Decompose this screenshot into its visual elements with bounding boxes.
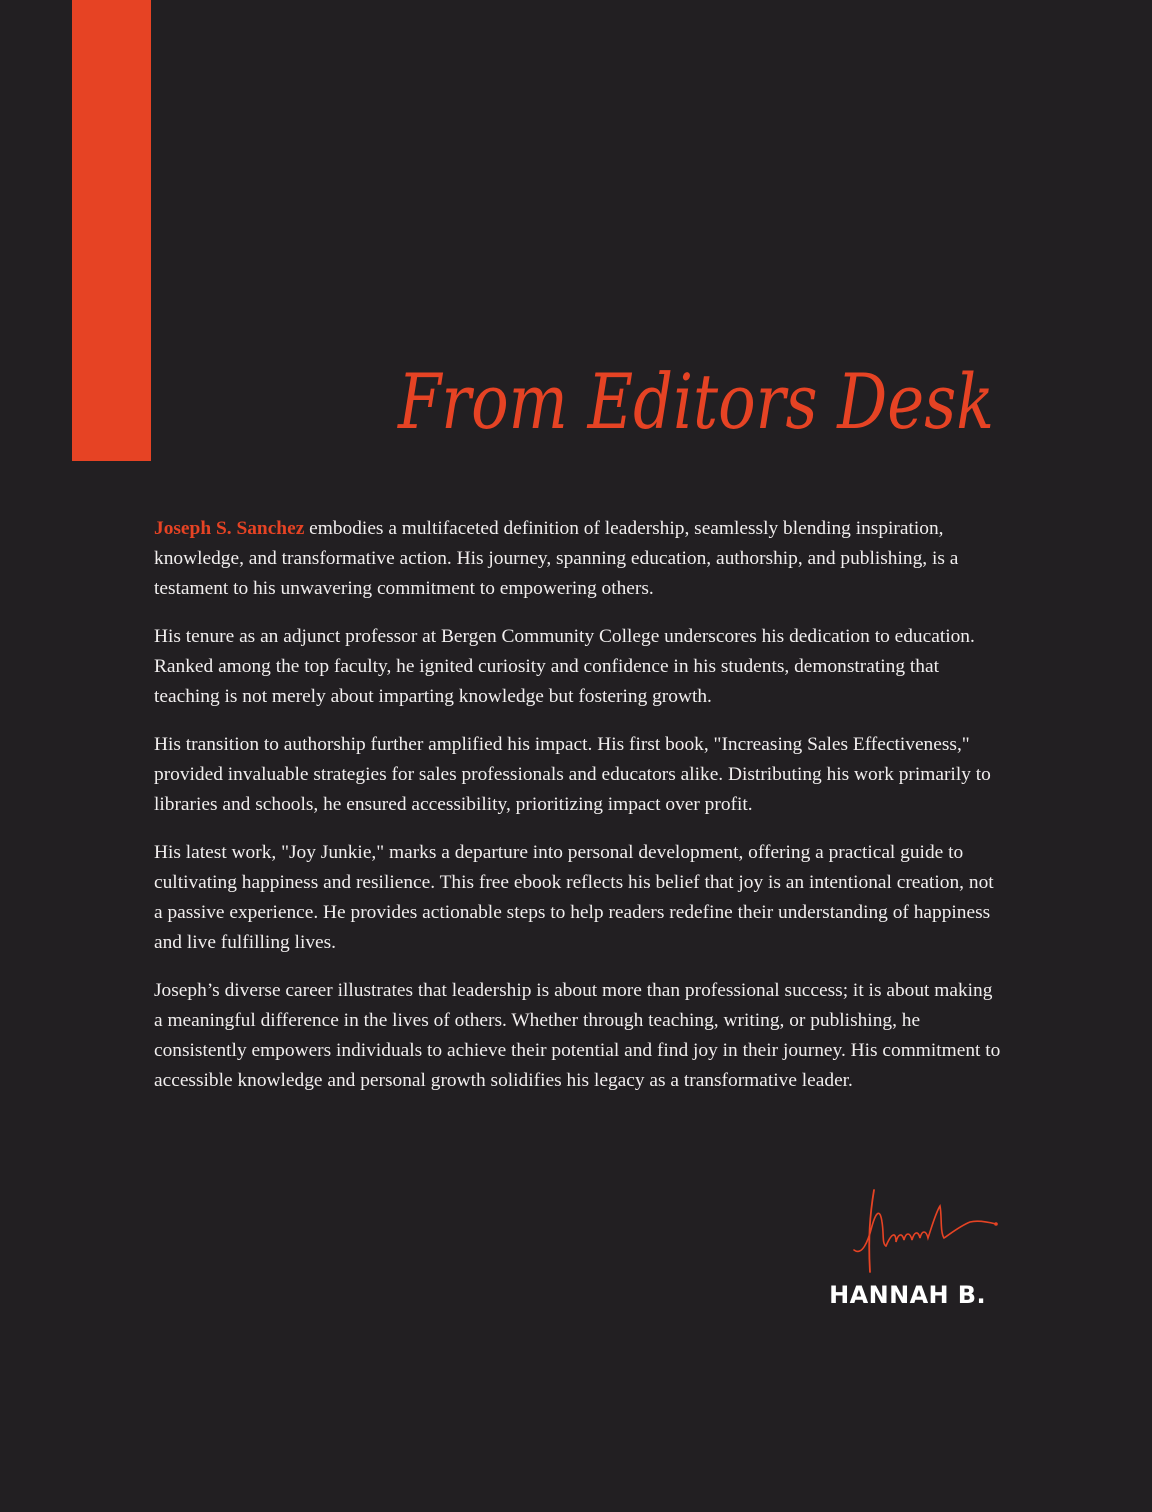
lead-paragraph <box>154 514 1004 604</box>
page-title-text: From Editors Desk <box>396 357 994 446</box>
accent-bar <box>72 0 151 461</box>
lead-paragraph-text: embodies a multifaceted definition of leadership, seamlessly blending inspiration, knowledge, and transformative action. His journey, spanning education, authorship, and publishing, is a testament to his unwavering commitment to empowering others. <box>154 518 959 599</box>
lead-name: Joseph S. Sanchez <box>154 518 305 539</box>
page-title <box>392 346 1004 464</box>
article-paragraph: His tenure as an adjunct professor at Bergen Community College underscores his dedication to education. Ranked among the top faculty, he ignited curiosity and confidence in his students, demonstrating that teaching is not merely about imparting knowledge but fostering growth. <box>154 626 975 707</box>
article-paragraph: Joseph’s diverse career illustrates that leadership is about more than professional success; it is about making a meaningful difference in the lives of others. Whether through teaching, writing, or publishing, he consistently empowers individuals to achieve their potential and find joy in their journey. His commitment to accessible knowledge and personal growth solidifies his legacy as a transformative leader. <box>154 980 1001 1091</box>
article-paragraph: His latest work, "Joy Junkie," marks a departure into personal development, offering a practical guide to cultivating happiness and resilience. This free ebook reflects his belief that joy is an intentional creation, not a passive experience. He provides actionable steps to help readers redefine their understanding of happiness and live fulfilling lives. <box>154 842 994 953</box>
article-paragraph: His transition to authorship further amplified his impact. His first book, "Increasing Sales Effectiveness," provided invaluable strategies for sales professionals and educators alike. Distributing his work primarily to libraries and schools, he ensured accessibility, prioritizing impact over profit. <box>154 734 991 815</box>
signature <box>852 1182 998 1278</box>
author-name: HANNAH B. <box>829 1281 986 1309</box>
article-body <box>154 514 1004 1114</box>
